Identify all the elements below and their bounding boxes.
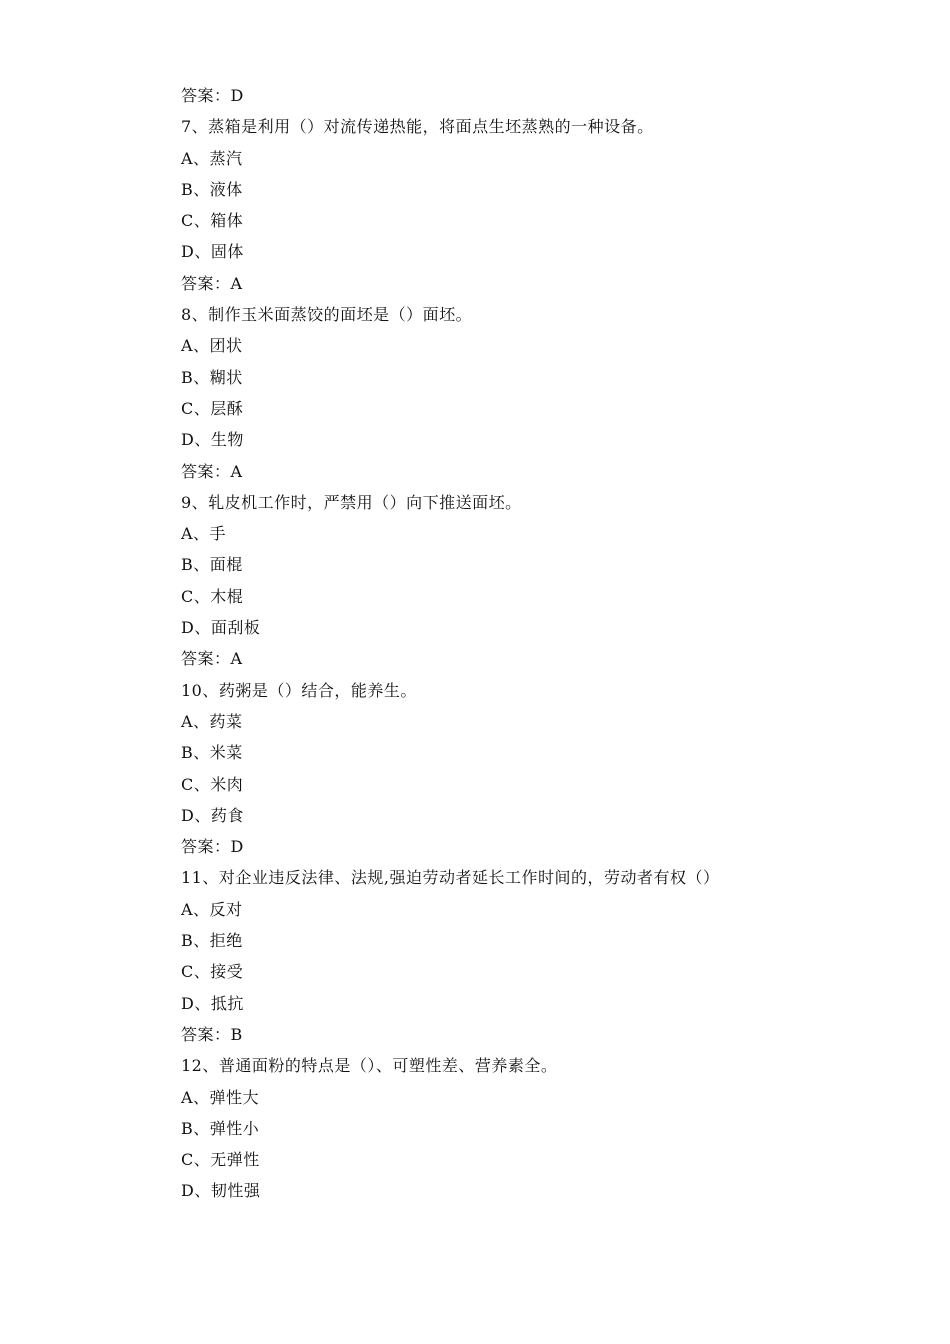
- option-line: D、抵抗: [181, 993, 244, 1013]
- question-line: 12、普通面粉的特点是（）、可塑性差、营养素全。: [181, 1056, 558, 1076]
- option-line: B、液体: [181, 179, 243, 199]
- question-line: 11、对企业违反法律、法规,强迫劳动者延长工作时间的，劳动者有权（）: [181, 868, 720, 888]
- option-line: B、面棍: [181, 555, 243, 575]
- answer-line: 答案：D: [181, 86, 244, 105]
- answer-line: 答案：A: [181, 649, 243, 669]
- option-line: B、米菜: [181, 743, 243, 763]
- option-line: D、固体: [181, 242, 244, 262]
- option-line: C、米肉: [181, 774, 244, 794]
- option-line: A、手: [181, 524, 227, 544]
- answer-line: 答案：D: [181, 837, 244, 857]
- option-line: D、面刮板: [181, 618, 261, 638]
- option-line: A、反对: [181, 899, 243, 919]
- question-line: 8、制作玉米面蒸饺的面坯是（）面坯。: [181, 305, 473, 325]
- answer-line: 答案：B: [181, 1024, 243, 1044]
- option-line: C、接受: [181, 962, 244, 982]
- document-page: [181, 80, 881, 1207]
- option-line: B、弹性小: [181, 1118, 260, 1138]
- option-line: D、生物: [181, 430, 244, 450]
- option-line: D、药食: [181, 805, 244, 825]
- option-line: B、糊状: [181, 367, 243, 387]
- option-line: A、药菜: [181, 711, 243, 731]
- option-line: C、无弹性: [181, 1150, 260, 1170]
- option-line: C、箱体: [181, 211, 244, 231]
- option-line: A、蒸汽: [181, 148, 243, 168]
- option-line: B、拒绝: [181, 931, 243, 951]
- option-line: A、弹性大: [181, 1087, 260, 1107]
- answer-line: 答案：A: [181, 273, 243, 293]
- question-line: 9、轧皮机工作时，严禁用（）向下推送面坯。: [181, 492, 522, 512]
- option-line: D、韧性强: [181, 1181, 261, 1201]
- option-line: C、层酥: [181, 398, 244, 418]
- option-line: C、木棍: [181, 586, 244, 606]
- question-line: 10、药粥是（）结合，能养生。: [181, 680, 417, 700]
- question-line: 7、蒸箱是利用（）对流传递热能，将面点生坯蒸熟的一种设备。: [181, 117, 654, 137]
- option-line: A、团状: [181, 336, 243, 356]
- answer-line: 答案：A: [181, 461, 243, 481]
